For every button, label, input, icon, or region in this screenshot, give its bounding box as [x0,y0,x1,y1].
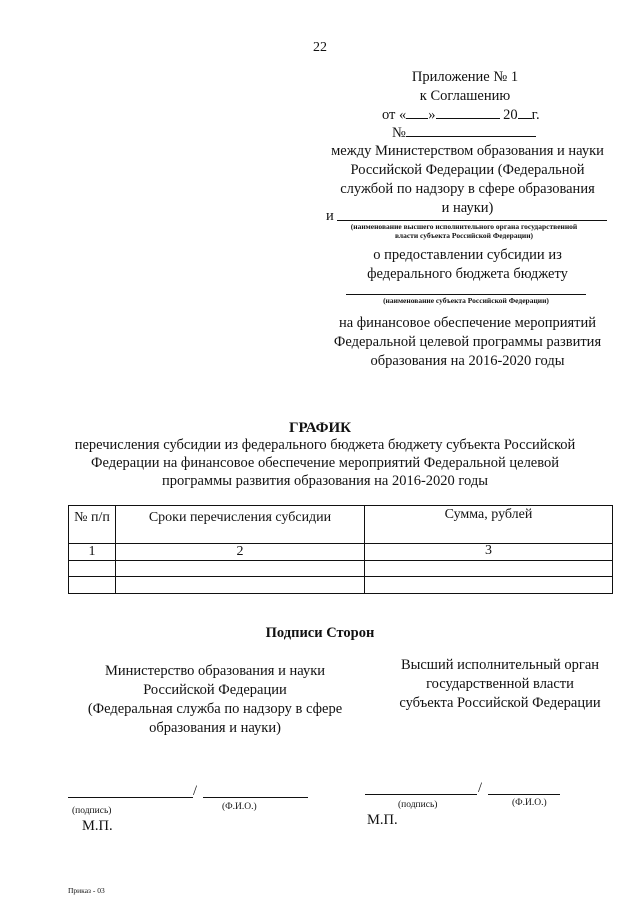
schedule-title: ГРАФИК [288,420,352,436]
between-line-3: службой по надзору в сфере образования [340,181,595,197]
between-block [315,142,620,218]
left-signature-label: (подпись) [72,806,112,816]
table-cell [365,561,613,577]
date-year: 20 [503,107,518,123]
footer-order: Приказ - 03 [68,886,105,895]
right-signature-label: (подпись) [398,800,438,810]
appendix-title [330,68,600,106]
between-line-4: и науки) [441,200,494,216]
left-signature-slash: / [193,783,198,799]
schedule-line-3: программы развития образования на 2016-2020 годы [162,473,488,489]
table-cell [116,577,365,594]
provision-line-2: федерального бюджета бюджету [367,266,568,282]
left-party-line-1: Министерство образования и науки [104,663,326,679]
appendix-line-1: Приложение № 1 [411,69,519,85]
number-sign: № [392,125,406,141]
authority-note-line-1: (наименование высшего исполнительного органа государственной [350,222,578,231]
date-year-suffix: г. [531,107,540,123]
date-line [382,106,540,125]
right-party-line-1: Высший исполнительный орган [400,657,600,673]
table-cell [69,577,116,594]
agreement-number-line [392,124,536,143]
right-signature-slash: / [478,780,483,796]
schedule-subtitle [40,436,610,490]
appendix-line-2: к Соглашению [419,88,511,104]
table-cell [365,577,613,594]
subject-note: (наименование субъекта Российской Федерации) [383,296,549,305]
right-party [370,656,630,713]
provision-line-1: о предоставлении субсидии из [373,247,562,263]
purpose-line-1: на финансовое обеспечение мероприятий [338,315,597,331]
table-cell: 3 [365,544,613,561]
table-header-row [69,506,613,544]
right-name-label: (Ф.И.О.) [512,798,547,808]
signatures-title: Подписи Сторон [265,625,375,641]
purpose-line-3: образования на 2016-2020 годы [370,353,565,369]
authority-note-line-2: власти субъекта Российской Федерации) [394,231,534,240]
between-line-2: Российской Федерации (Федеральной [350,162,585,178]
purpose-line-2: Федеральной целевой программы развития [333,334,602,350]
table-row [69,544,613,561]
left-party-line-2: Российской Федерации [143,682,287,698]
payment-schedule-table [68,505,613,594]
right-party-line-2: государственной власти [426,676,574,692]
and-label: и [326,208,334,224]
provision-block [315,246,620,284]
left-party [70,662,360,738]
table-cell: 1 [69,544,116,561]
table-cell: 2 [116,544,365,561]
purpose-block [310,314,625,371]
between-line-1: между Министерством образования и науки [331,143,604,159]
left-name-label: (Ф.И.О.) [222,802,257,812]
header-dates: Сроки перечисления субсидии [116,506,365,544]
right-party-line-3: субъекта Российской Федерации [399,695,601,711]
date-prefix: от « [382,107,407,123]
left-party-line-4: образования и науки) [149,720,281,736]
schedule-line-2: Федерации на финансовое обеспечение мероприятий Федеральной целевой [91,455,559,471]
right-stamp-label: М.П. [367,812,398,828]
authority-note [318,222,610,240]
header-number: № п/п [69,506,116,544]
left-party-line-3: (Федеральная служба по надзору в сфере [87,701,343,717]
page-number: 22 [313,40,327,55]
schedule-line-1: перечисления субсидии из федерального бюджета бюджету субъекта Российской [74,437,576,453]
table-row [69,577,613,594]
date-quote-close: » [428,107,436,123]
table-cell [69,561,116,577]
table-cell [116,561,365,577]
left-stamp-label: М.П. [82,818,113,834]
table-row [69,561,613,577]
header-amount: Сумма, рублей [365,506,613,544]
